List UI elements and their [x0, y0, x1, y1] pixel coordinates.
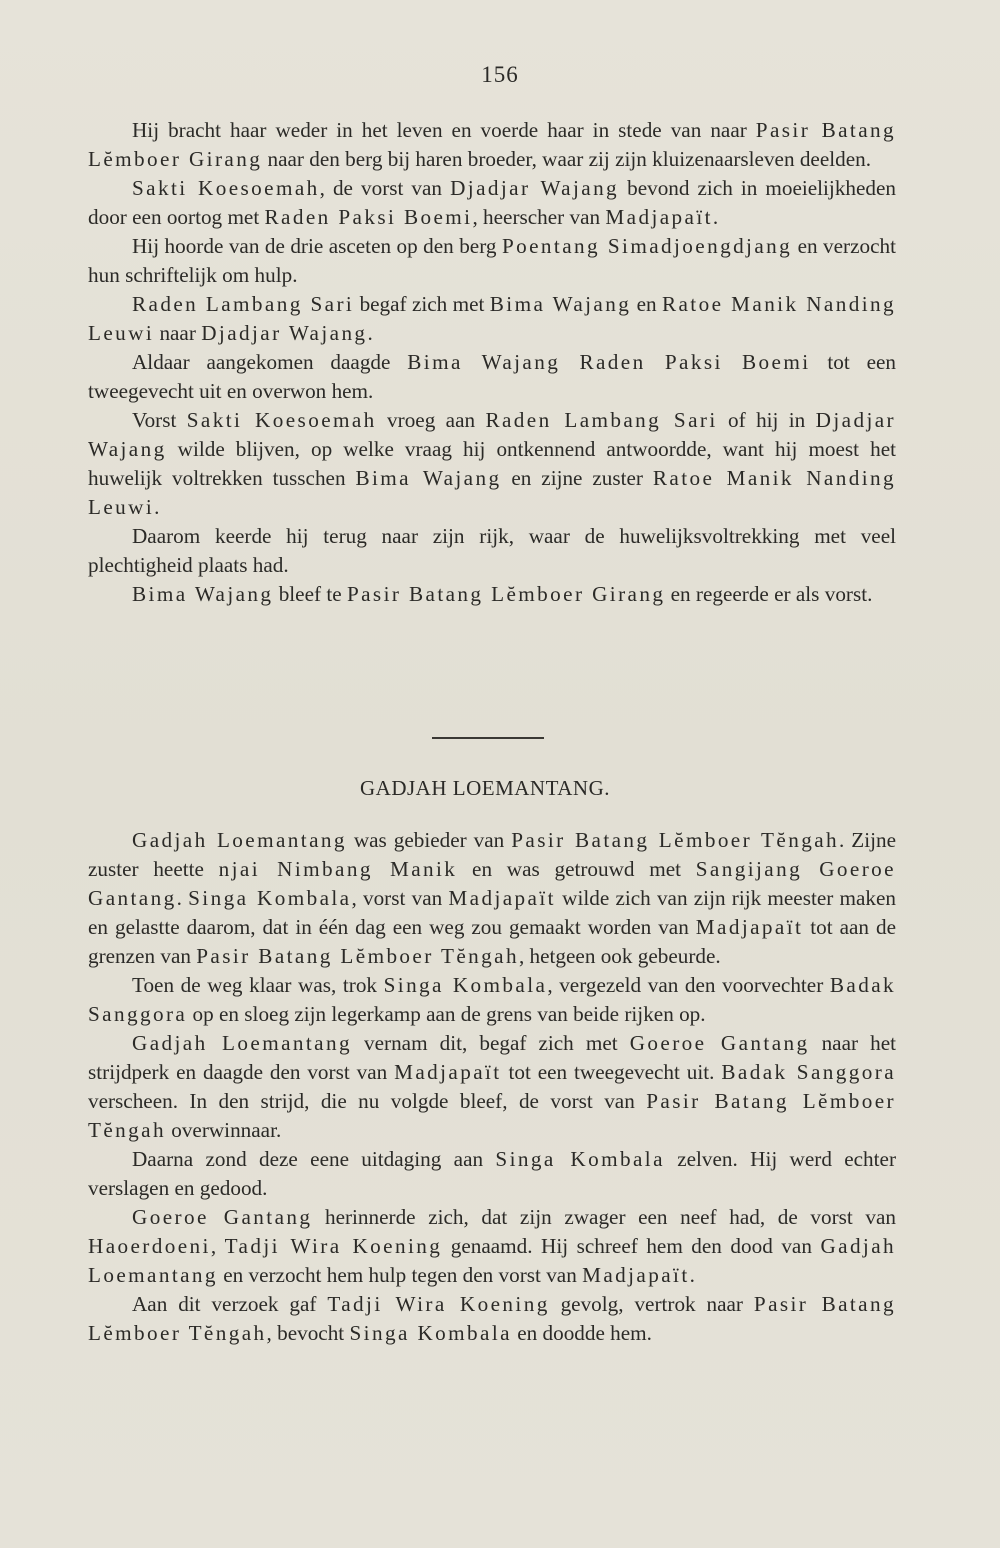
- text-run: en: [631, 292, 662, 316]
- text-run: bleef te: [273, 582, 347, 606]
- paragraph: [88, 1290, 896, 1348]
- text-run: ,: [210, 1234, 225, 1258]
- proper-name: Pasir Batang Lĕmboer Girang: [88, 118, 896, 171]
- proper-name: Sangijang Goeroe Gantang: [88, 857, 896, 910]
- text-run: Hij bracht haar weder in het leven en voerde haar in stede van naar: [132, 118, 756, 142]
- page-number: 156: [481, 62, 519, 87]
- text-run: Aan dit verzoek gaf: [132, 1292, 328, 1316]
- proper-name: Madjapaït: [605, 205, 713, 229]
- section-divider: [432, 737, 544, 739]
- text-run: en zijne zuster: [501, 466, 653, 490]
- proper-name: Raden Lambang Sari: [132, 292, 355, 316]
- paragraph: [88, 116, 896, 174]
- text-run: vroeg aan: [376, 408, 486, 432]
- proper-name: Pasir Batang Lĕmboer Tĕngah: [88, 1089, 896, 1142]
- paragraph: [88, 174, 896, 232]
- text-run: wilde zich van zijn rijk meester maken en gelastte daarom, dat in één dag een weg zou gemaakt worden van: [88, 886, 897, 939]
- text-run: was gebieder van: [346, 828, 512, 852]
- text-run: en regeerde er als vorst.: [665, 582, 873, 606]
- proper-name: Singa Kombala: [495, 1147, 665, 1171]
- proper-name: Djadjar Wajang: [201, 321, 368, 345]
- text-run: tot aan de grenzen van: [88, 915, 896, 968]
- paragraph: [88, 232, 896, 290]
- proper-name: Ratoe Manik Nanding Leuwi: [88, 292, 896, 345]
- text-run: Vorst: [132, 408, 187, 432]
- text-run: .: [154, 495, 160, 519]
- text-run: naar den berg bij haren broeder, waar zij zijn kluizenaarsleven deelden.: [262, 147, 872, 171]
- text-run: bevond zich in moeielijkheden door een oortog met: [88, 176, 896, 229]
- text-run: .: [367, 321, 373, 345]
- text-run: herinnerde zich, dat zijn zwager een neef had, de vorst van: [312, 1205, 896, 1229]
- proper-name: Bima Wajang: [132, 582, 274, 606]
- proper-name: Raden Paksi Boemi: [264, 205, 473, 229]
- proper-name: Pasir Batang Lĕmboer Tĕngah: [88, 1292, 896, 1345]
- proper-name: Gadjah Loemantang: [132, 1031, 352, 1055]
- proper-name: Bima Wajang: [489, 292, 632, 316]
- proper-name: Madjapaït: [695, 915, 804, 939]
- text-run: en verzocht hun schriftelijk om hulp.: [88, 234, 896, 287]
- text-run: gevolg, vertrok naar: [549, 1292, 754, 1316]
- paragraph: [88, 971, 896, 1029]
- text-run: naar het strijdperk en daagde den vorst van: [88, 1031, 897, 1084]
- section-title: GADJAH LOEMANTANG.: [360, 776, 610, 800]
- proper-name: Goeroe Gantang: [629, 1031, 810, 1055]
- text-run: , hetgeen ook gebeurde.: [518, 944, 721, 968]
- proper-name: Madjapaït: [448, 886, 556, 910]
- text-block-upper: [88, 116, 896, 609]
- proper-name: Pasir Batang Lĕmboer Tĕngah: [196, 944, 519, 968]
- proper-name: Gadjah Loemantang: [132, 828, 347, 852]
- proper-name: Madjapaït: [394, 1060, 502, 1084]
- text-run: naar: [154, 321, 202, 345]
- text-run: , de vorst van: [319, 176, 451, 200]
- proper-name: Tadji Wira Koening: [224, 1234, 443, 1258]
- proper-name: Madjapaït: [582, 1263, 690, 1287]
- text-run: Daarna zond deze eene uitdaging aan: [132, 1147, 496, 1171]
- text-run: Aldaar aangekomen daagde: [132, 350, 408, 374]
- proper-name: Tadji Wira Koening: [327, 1292, 550, 1316]
- paragraph: [88, 348, 896, 406]
- text-run: . Zijne zuster heette: [88, 828, 896, 881]
- proper-name: Poentang Simadjoengdjang: [501, 234, 793, 258]
- proper-name: Bima Wajang Raden Paksi Boemi: [407, 350, 811, 374]
- text-run: .: [712, 205, 719, 229]
- text-run: en verzocht hem hulp tegen den vorst van: [217, 1263, 583, 1287]
- text-run: en was getrouwd met: [457, 857, 696, 881]
- text-run: , bevocht: [266, 1321, 350, 1345]
- proper-name: Badak Sanggora: [721, 1060, 896, 1084]
- paragraph: [88, 290, 896, 348]
- text-run: zelven. Hij werd echter verslagen en gedood.: [88, 1147, 896, 1200]
- proper-name: Sakti Koesoemah: [186, 408, 377, 432]
- paragraph: [88, 522, 896, 580]
- text-run: of hij in: [717, 408, 816, 432]
- paragraph: [88, 1203, 896, 1290]
- proper-name: Singa Kombala: [383, 973, 548, 997]
- text-run: overwinnaar.: [165, 1118, 282, 1142]
- text-run: tot een tweegevecht uit.: [501, 1060, 722, 1084]
- paragraph: [88, 580, 896, 609]
- text-run: en doodde hem.: [511, 1321, 652, 1345]
- proper-name: Singa Kombala: [349, 1321, 512, 1345]
- proper-name: Djadjar Wajang: [450, 176, 620, 200]
- text-run: , heerscher van: [472, 205, 606, 229]
- text-run: verscheen. In den strijd, die nu volgde bleef, de vorst van: [88, 1089, 647, 1113]
- paragraph: [88, 826, 896, 971]
- proper-name: Ratoe Manik Nanding Leuwi: [88, 466, 896, 519]
- text-run: begaf zich met: [354, 292, 490, 316]
- text-run: , vergezeld van den voorvechter: [547, 973, 830, 997]
- proper-name: Badak Sanggora: [88, 973, 896, 1026]
- text-block-lower: [88, 826, 896, 1348]
- proper-name: Goeroe Gantang: [132, 1205, 313, 1229]
- text-run: op en sloeg zijn legerkamp aan de grens van beide rijken op.: [187, 1002, 706, 1026]
- proper-name: Bima Wajang: [355, 466, 502, 490]
- text-run: .: [176, 886, 189, 910]
- paragraph: [88, 406, 896, 522]
- proper-name: Gadjah Loemantang: [88, 1234, 897, 1287]
- text-run: tot een tweegevecht uit en overwon hem.: [88, 350, 896, 403]
- proper-name: njai Nimbang Manik: [218, 857, 458, 881]
- proper-name: Pasir Batang Lĕmboer Girang: [346, 582, 666, 606]
- text-run: , vorst van: [351, 886, 449, 910]
- text-run: wilde blijven, op welke vraag hij ontkennend antwoordde, want hij moest het huwelijk voltrekken tusschen: [88, 437, 896, 490]
- text-run: Hij hoorde van de drie asceten op den berg: [132, 234, 502, 258]
- text-run: .: [689, 1263, 695, 1287]
- proper-name: Djadjar Wajang: [88, 408, 896, 461]
- text-run: genaamd. Hij schreef hem den dood van: [442, 1234, 821, 1258]
- proper-name: Haoerdoeni: [88, 1234, 211, 1258]
- proper-name: Raden Lambang Sari: [485, 408, 718, 432]
- paragraph: [88, 1029, 896, 1145]
- proper-name: Pasir Batang Lĕmboer Tĕngah: [511, 828, 839, 852]
- proper-name: Sakti Koesoemah: [132, 176, 320, 200]
- text-run: Daarom keerde hij terug naar zijn rijk, waar de huwelijksvoltrekking met veel plechtigheid plaats had.: [88, 524, 896, 577]
- paragraph: [88, 1145, 896, 1203]
- text-run: vernam dit, begaf zich met: [351, 1031, 630, 1055]
- text-run: Toen de weg klaar was, trok: [132, 973, 384, 997]
- proper-name: Singa Kombala: [188, 886, 352, 910]
